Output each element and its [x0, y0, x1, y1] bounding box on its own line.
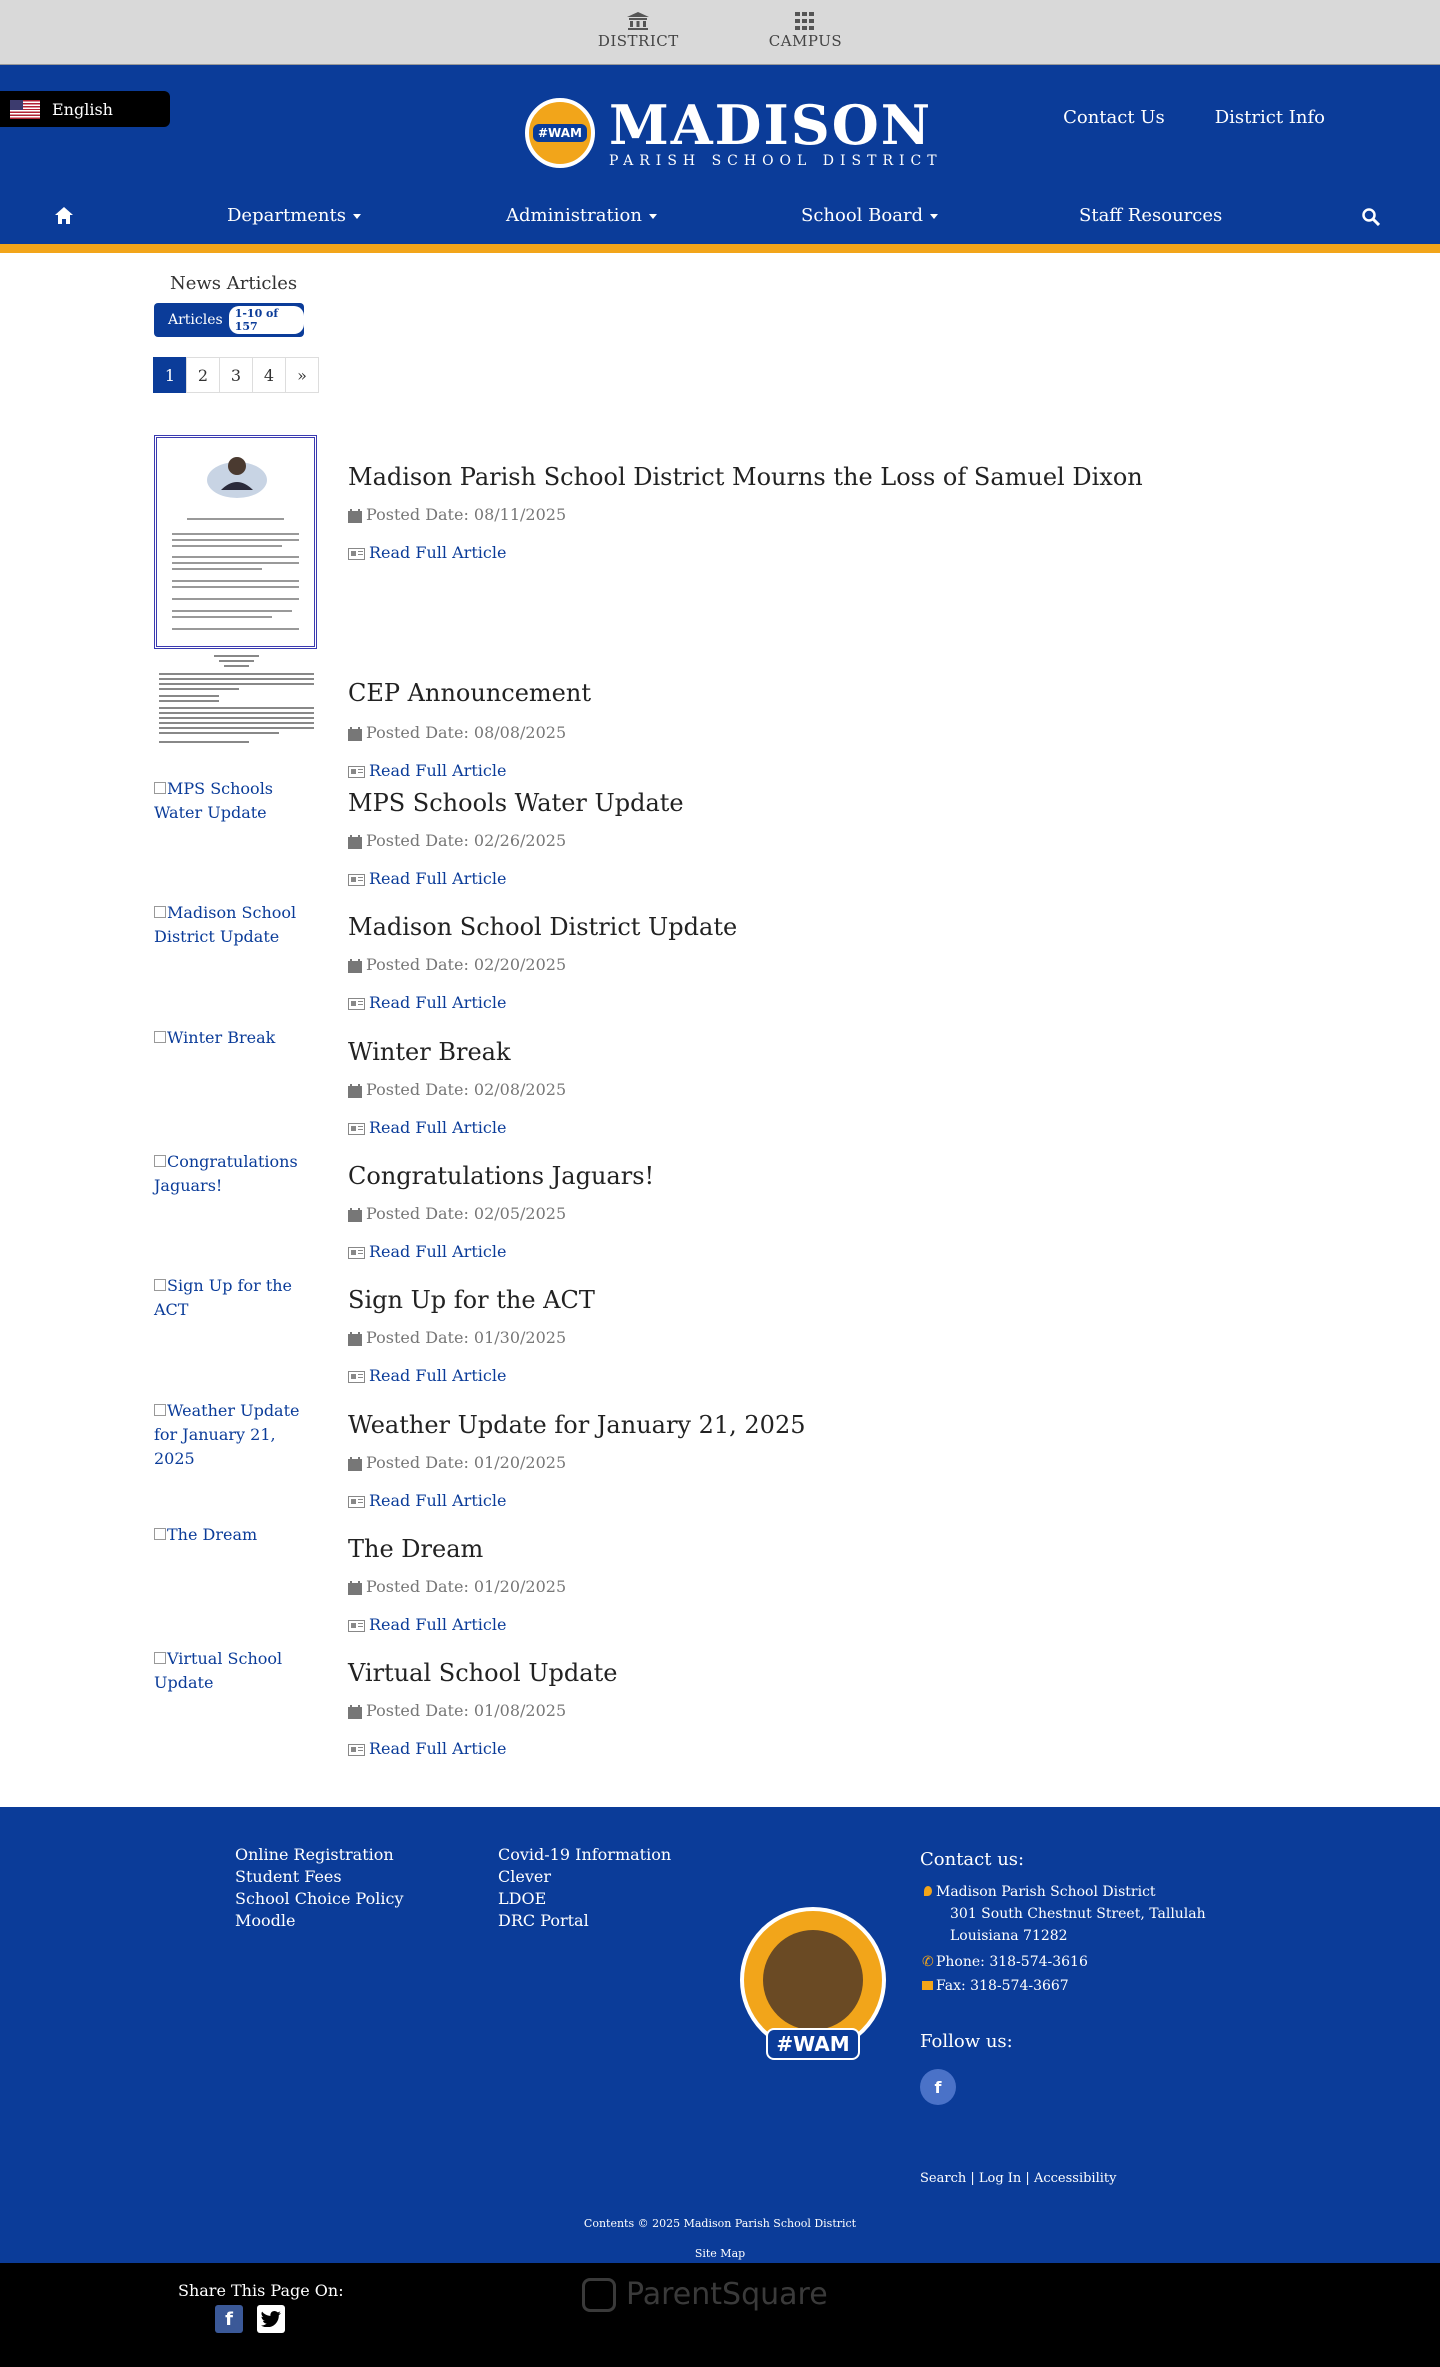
article-date-text: Posted Date: 02/08/2025	[366, 1080, 567, 1099]
phone-icon: ✆	[922, 1954, 934, 1970]
caret-down-icon	[930, 214, 938, 219]
phone-line	[920, 1951, 1260, 1973]
article-date	[348, 955, 566, 974]
calendar-icon	[348, 1581, 362, 1595]
follow-heading: Follow us:	[920, 2031, 1013, 2052]
page-4[interactable]: 4	[252, 357, 286, 393]
online-registration-link[interactable]: Online Registration	[235, 1845, 394, 1864]
parentsquare-wordmark: ParentSquare	[626, 2277, 828, 2312]
newspaper-icon	[348, 766, 365, 778]
org-name-line	[920, 1881, 1260, 1903]
read-more-label: Read Full Article	[369, 1366, 507, 1385]
newspaper-icon	[348, 874, 365, 886]
news-content	[0, 253, 1440, 1807]
read-full-article-link[interactable]	[348, 1366, 506, 1385]
calendar-icon	[348, 1332, 362, 1346]
article-date	[348, 723, 566, 742]
article-title[interactable]: The Dream	[348, 1535, 484, 1563]
read-more-label: Read Full Article	[369, 1615, 507, 1634]
article-date	[348, 831, 566, 850]
org-name: Madison Parish School District	[936, 1884, 1156, 1900]
top-utility-bar	[0, 0, 1440, 64]
article-date-text: Posted Date: 02/20/2025	[366, 955, 567, 974]
article-title[interactable]: CEP Announcement	[348, 679, 591, 707]
calendar-icon	[348, 1705, 362, 1719]
facebook-icon[interactable]: f	[920, 2069, 956, 2105]
twitter-share-icon[interactable]	[257, 2305, 285, 2333]
site-map-link[interactable]: Site Map	[694, 2247, 746, 2260]
nav-administration-label: Administration	[506, 205, 642, 226]
twitter-bird-icon	[261, 2311, 281, 2327]
facebook-share-icon[interactable]: f	[215, 2305, 243, 2333]
list-item	[154, 435, 1154, 562]
read-full-article-link[interactable]	[348, 1118, 506, 1137]
nav-school-board[interactable]	[801, 205, 938, 226]
article-thumbnail[interactable]	[154, 1026, 319, 1050]
thumbnail-alt-text: Virtual School Update	[154, 1649, 283, 1692]
main-navigation	[0, 187, 1440, 245]
list-item	[154, 1274, 1154, 1394]
login-link[interactable]: Log In	[978, 2171, 1022, 2186]
broken-image-icon	[154, 1155, 166, 1167]
memorial-document-image	[157, 438, 314, 646]
calendar-icon	[348, 1457, 362, 1471]
article-date-text: Posted Date: 08/08/2025	[366, 723, 567, 742]
list-item	[154, 901, 1154, 1021]
search-icon[interactable]	[1362, 208, 1380, 226]
caret-down-icon	[649, 214, 657, 219]
page-3[interactable]: 3	[219, 357, 253, 393]
jaguar-icon	[763, 1930, 863, 2056]
article-date-text: Posted Date: 01/08/2025	[366, 1701, 567, 1720]
article-title[interactable]: MPS Schools Water Update	[348, 789, 684, 817]
read-full-article-link[interactable]	[348, 543, 506, 562]
parentsquare-logo[interactable]	[582, 2277, 828, 2312]
thumbnail-alt-text: The Dream	[167, 1525, 258, 1544]
seal-tag: #WAM	[533, 124, 587, 142]
grid-icon	[795, 12, 815, 30]
newspaper-icon	[348, 1620, 365, 1632]
article-date-text: Posted Date: 08/11/2025	[366, 505, 567, 524]
calendar-icon	[348, 835, 362, 849]
article-thumbnail[interactable]	[154, 1274, 319, 1322]
language-selector[interactable]	[0, 91, 170, 127]
list-item	[154, 653, 1154, 780]
read-full-article-link[interactable]	[348, 1739, 506, 1758]
district-label: DISTRICT	[597, 32, 679, 50]
contact-us-link[interactable]: Contact Us	[1063, 107, 1165, 128]
newspaper-icon	[348, 1496, 365, 1508]
nav-school-board-label: School Board	[801, 205, 924, 226]
read-full-article-link[interactable]	[348, 869, 506, 888]
read-more-label: Read Full Article	[369, 543, 507, 562]
thumbnail-alt-text: Winter Break	[167, 1028, 276, 1047]
clever-link[interactable]: Clever	[498, 1867, 551, 1886]
list-item	[154, 1399, 1154, 1519]
nav-staff-resources[interactable]: Staff Resources	[1079, 205, 1223, 226]
pagination	[154, 357, 319, 393]
campus-label: CAMPUS	[768, 32, 843, 50]
counter-label: Articles	[168, 312, 223, 328]
calendar-icon	[348, 509, 362, 523]
article-thumbnail[interactable]	[154, 1399, 319, 1471]
article-thumbnail[interactable]	[154, 653, 319, 753]
student-fees-link[interactable]: Student Fees	[235, 1867, 342, 1886]
bottom-bar	[0, 2263, 1440, 2367]
article-date	[348, 505, 566, 524]
nav-administration[interactable]	[506, 205, 657, 226]
article-title[interactable]: Virtual School Update	[348, 1659, 618, 1687]
article-thumbnail[interactable]	[154, 1523, 319, 1547]
contact-block	[920, 1849, 1260, 2063]
thumbnail-alt-text: Madison School District Update	[154, 903, 297, 946]
article-date	[348, 1701, 566, 1720]
calendar-icon	[348, 1084, 362, 1098]
article-date	[348, 1577, 566, 1596]
thumbnail-alt-text: Sign Up for the ACT	[154, 1276, 293, 1319]
moodle-link[interactable]: Moodle	[235, 1911, 296, 1930]
counter-badge: 1-10 of 157	[229, 306, 304, 334]
parentsquare-icon	[582, 2278, 616, 2312]
building-icon	[627, 12, 649, 30]
district-info-link[interactable]: District Info	[1214, 107, 1325, 128]
language-label: English	[52, 99, 113, 119]
section-title: News Articles	[170, 273, 298, 294]
district-logo[interactable]	[525, 93, 943, 169]
article-thumbnail[interactable]	[154, 435, 317, 649]
site-header	[0, 64, 1440, 244]
broken-image-icon	[154, 1404, 166, 1416]
article-date	[348, 1204, 566, 1223]
read-full-article-link[interactable]	[348, 1491, 506, 1510]
list-item	[154, 1647, 1154, 1767]
calendar-icon	[348, 727, 362, 741]
campus-link[interactable]	[769, 12, 842, 64]
article-date-text: Posted Date: 02/05/2025	[366, 1204, 567, 1223]
next-page[interactable]: »	[285, 357, 319, 393]
broken-image-icon	[154, 1031, 166, 1043]
accessibility-link[interactable]: Accessibility	[1033, 2171, 1117, 2186]
articles-counter	[154, 303, 304, 337]
header-links	[1063, 107, 1325, 128]
article-date-text: Posted Date: 01/20/2025	[366, 1453, 567, 1472]
broken-image-icon	[154, 906, 166, 918]
read-more-label: Read Full Article	[369, 869, 507, 888]
article-title[interactable]: Weather Update for January 21, 2025	[348, 1411, 806, 1439]
article-thumbnail[interactable]	[154, 901, 319, 949]
site-footer	[0, 1807, 1440, 2263]
fax-line	[920, 1975, 1260, 1997]
footer-seal-tag: #WAM	[766, 2028, 859, 2060]
article-date-text: Posted Date: 02/26/2025	[366, 831, 567, 850]
article-thumbnail[interactable]	[154, 777, 319, 825]
article-date	[348, 1080, 566, 1099]
read-more-label: Read Full Article	[369, 993, 507, 1012]
calendar-icon	[348, 959, 362, 973]
announcement-document-image	[154, 653, 319, 753]
home-icon[interactable]	[55, 207, 73, 224]
gold-divider	[0, 244, 1440, 253]
district-link[interactable]	[598, 12, 679, 64]
nav-departments[interactable]	[227, 205, 361, 226]
article-date-text: Posted Date: 01/30/2025	[366, 1328, 567, 1347]
drc-portal-link[interactable]: DRC Portal	[498, 1911, 589, 1930]
calendar-icon	[348, 1208, 362, 1222]
footer-links-col1	[235, 1845, 404, 1930]
page-1[interactable]: 1	[153, 357, 187, 393]
list-item	[154, 777, 1154, 897]
newspaper-icon	[348, 1247, 365, 1259]
page-2[interactable]: 2	[186, 357, 220, 393]
fax-icon	[922, 1981, 933, 1990]
broken-image-icon	[154, 1528, 166, 1540]
address: 301 South Chestnut Street, Tallulah Louisiana 71282	[950, 1906, 1206, 1944]
read-full-article-link[interactable]	[348, 1242, 506, 1261]
thumbnail-alt-text: Weather Update for January 21, 2025	[154, 1401, 300, 1468]
article-thumbnail[interactable]	[154, 1150, 319, 1198]
newspaper-icon	[348, 548, 365, 560]
wam-logo	[740, 1907, 886, 2056]
caret-down-icon	[353, 214, 361, 219]
broken-image-icon	[154, 1652, 166, 1664]
article-title[interactable]: Winter Break	[348, 1038, 511, 1066]
read-more-label: Read Full Article	[369, 1491, 507, 1510]
article-date	[348, 1453, 566, 1472]
list-item	[154, 1150, 1154, 1270]
newspaper-icon	[348, 1744, 365, 1756]
article-title[interactable]: Sign Up for the ACT	[348, 1286, 595, 1314]
map-pin-icon	[924, 1886, 932, 1896]
list-item	[154, 1026, 1154, 1146]
utility-links: Search | Log In | Accessibility	[920, 2171, 1117, 2186]
brand-name: MADISON	[609, 93, 933, 157]
read-full-article-link[interactable]	[348, 1615, 506, 1634]
ldoe-link[interactable]: LDOE	[498, 1889, 547, 1908]
read-more-label: Read Full Article	[369, 761, 507, 780]
article-title[interactable]: Madison School District Update	[348, 913, 738, 941]
newspaper-icon	[348, 998, 365, 1010]
article-date	[348, 1328, 566, 1347]
brand-subtitle: PARISH SCHOOL DISTRICT	[609, 153, 943, 169]
broken-image-icon	[154, 1279, 166, 1291]
contact-heading: Contact us:	[920, 1849, 1025, 1870]
nav-departments-label: Departments	[227, 205, 346, 226]
thumbnail-alt-text: MPS Schools Water Update	[154, 779, 274, 822]
broken-image-icon	[154, 782, 166, 794]
us-flag-icon	[10, 100, 40, 119]
school-choice-policy-link[interactable]: School Choice Policy	[235, 1889, 404, 1908]
footer-links-col2	[498, 1845, 671, 1930]
fax-number: Fax: 318-574-3667	[936, 1978, 1069, 1994]
read-full-article-link[interactable]	[348, 993, 506, 1012]
copyright: Contents © 2025 Madison Parish School District	[583, 2217, 857, 2230]
read-more-label: Read Full Article	[369, 1242, 507, 1261]
share-label: Share This Page On:	[178, 2281, 344, 2300]
covid-info-link[interactable]: Covid-19 Information	[498, 1845, 672, 1864]
list-item	[154, 1523, 1154, 1643]
search-link[interactable]: Search	[920, 2171, 967, 2186]
phone-number: Phone: 318-574-3616	[936, 1954, 1088, 1970]
read-more-label: Read Full Article	[369, 1739, 507, 1758]
article-thumbnail[interactable]	[154, 1647, 319, 1695]
newspaper-icon	[348, 1123, 365, 1135]
article-date-text: Posted Date: 01/20/2025	[366, 1577, 567, 1596]
article-title[interactable]: Madison Parish School District Mourns the Loss of Samuel Dixon	[348, 463, 1143, 491]
read-more-label: Read Full Article	[369, 1118, 507, 1137]
wam-seal-icon	[525, 98, 595, 168]
thumbnail-alt-text: Congratulations Jaguars!	[154, 1152, 298, 1195]
newspaper-icon	[348, 1371, 365, 1383]
article-title[interactable]: Congratulations Jaguars!	[348, 1162, 655, 1190]
